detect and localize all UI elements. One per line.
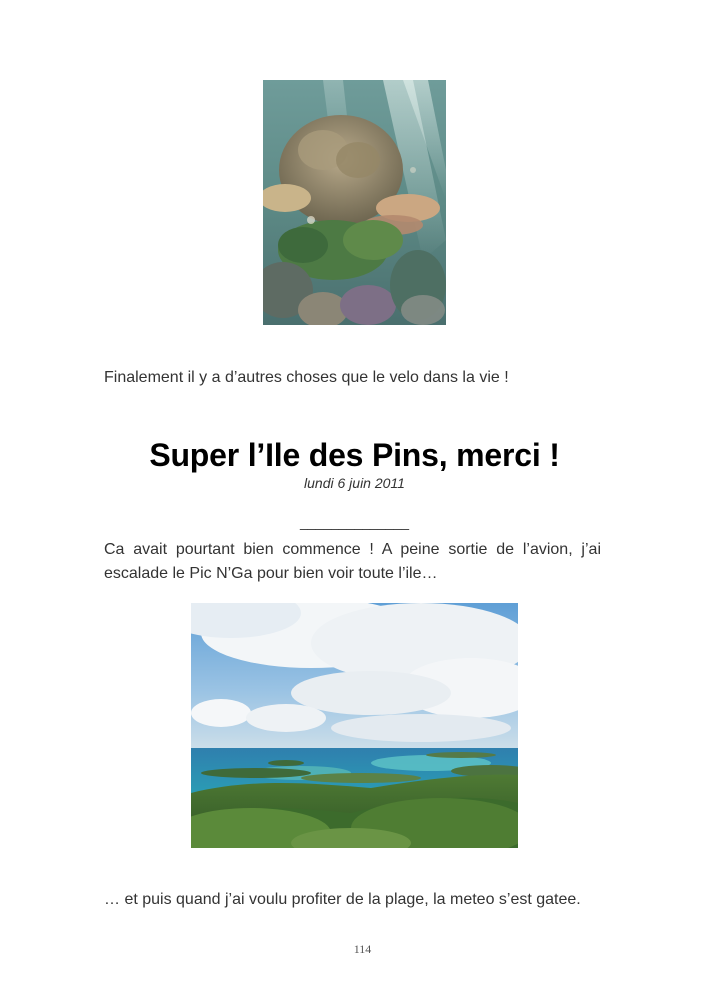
paragraph-intro: Finalement il y a d’autres choses que le velo dans la vie !	[104, 369, 509, 386]
article-date: lundi 6 juin 2011	[304, 475, 405, 491]
paragraph-pic-nga: Ca avait pourtant bien commence ! A peine sortie de l’avion, j’ai escalade le Pic N’Ga pour bien voir toute l’ile…	[104, 541, 601, 582]
paragraph-weather: … et puis quand j’ai voulu profiter de la plage, la meteo s’est gatee.	[104, 891, 581, 908]
island-view-photo	[191, 603, 518, 848]
page-number: 114	[353, 942, 372, 956]
coral-photo	[263, 80, 446, 325]
article-title: Super l’Ile des Pins, merci !	[149, 437, 560, 473]
separator-line: ______________	[299, 514, 409, 530]
